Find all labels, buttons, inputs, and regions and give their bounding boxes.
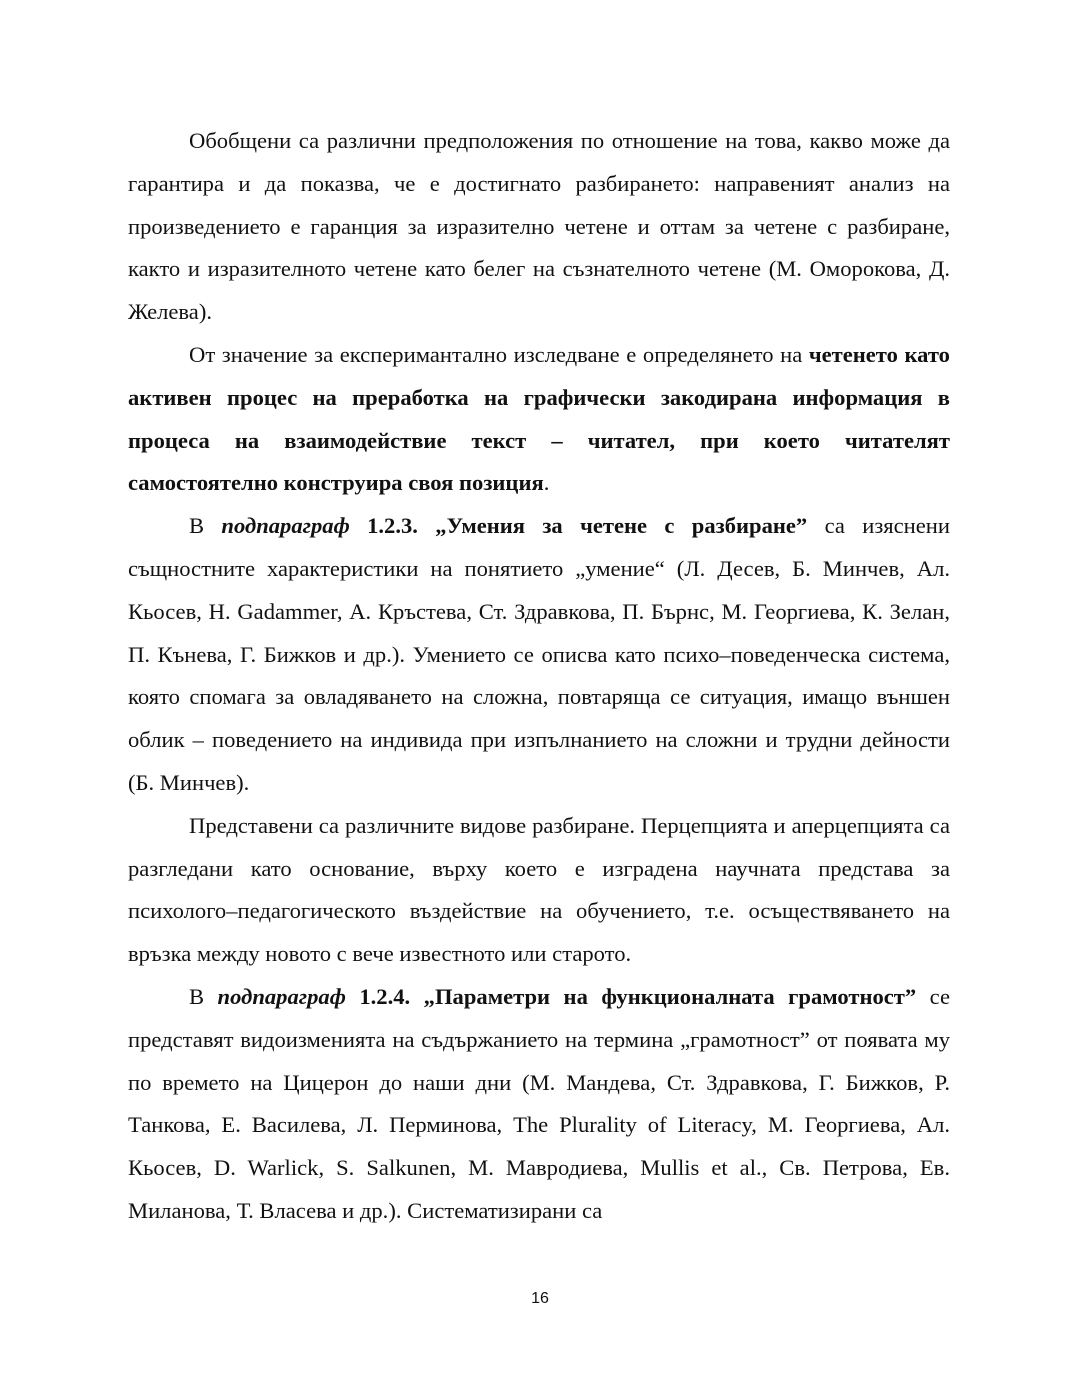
paragraph-text: Представени са различните видове разбиране. Перцепцията и аперцепцията са разгледани като основание, върху което е изградена научната представа за психолого–педагогическото въздействие на обучението, т.е. осъществяването на връзка между новото с вече известното или старото. [128,812,950,967]
body-text [128,120,950,1233]
paragraph-summary-assumptions [128,120,950,334]
paragraph-text: Обобщени са различни предположения по отношение на това, какво може да гарантира и да показва, че е достигнато разбирането: направеният анализ на произведението е гаранция за изразително четене и оттам за четене с разбиране, както и изразителното четене като белег на съзнателното четене (М. Оморокова, Д. Желева). [128,128,950,325]
page-number: 16 [531,1290,549,1307]
subsection-title: 1.2.3. „Умения за четене с разбиране” [349,513,808,539]
paragraph-lead: В [189,513,222,539]
paragraph-reading-definition [128,334,950,505]
paragraph-tail: . [543,470,550,496]
paragraph-subsection-1-2-4 [128,976,950,1233]
paragraph-types-of-understanding [128,805,950,976]
paragraph-rest: са изяснени същностните характеристики на понятието „умение“ (Л. Десев, Б. Минчев, Ал. Кьосев, Н. Gadammer, А. Кръстева, Ст. Здравкова, П. Бърнс, М. Георгиева, К. Зелан, П. Кънева, Г. Бижков и др.). Умението се описва като психо–поведенческа система, която спомага за овладяването на сложна, повтаряща се ситуация, имащо външен облик – поведението на индивида при изпълнанието на сложни и трудни дейности (Б. Минчев). [128,513,950,795]
paragraph-subsection-1-2-3 [128,505,950,805]
subsection-term: подпараграф [217,983,346,1009]
subsection-term: подпараграф [221,513,350,539]
paragraph-rest: се представят видоизменията на съдържанието на термина „грамотност” от появата му по времето на Цицерон до наши дни (М. Мандева, Ст. Здравкова, Г. Бижков, Р. Танкова, Е. Василева, Л. Перминова, The Plurality of Literacy, М. Георгиева, Ал. Кьосев, D. Warlick, S. Salkunen, М. Мавродиева, Mullis et al., Св. Петрова, Ев. Миланова, Т. Власева и др.). Систематизирани са [128,983,950,1223]
bold-definition: четенето като активен процес на преработка на графически закодирана информация в процеса на взаимодействие текст – читател, при което читателят самостоятелно конструира своя позиция [128,341,950,496]
paragraph-lead: От значение за експеримантално изследване е определянето на [189,341,809,367]
paragraph-lead: В [189,983,218,1009]
subsection-title: 1.2.4. „Параметри на функционалната грамотност” [345,983,917,1009]
